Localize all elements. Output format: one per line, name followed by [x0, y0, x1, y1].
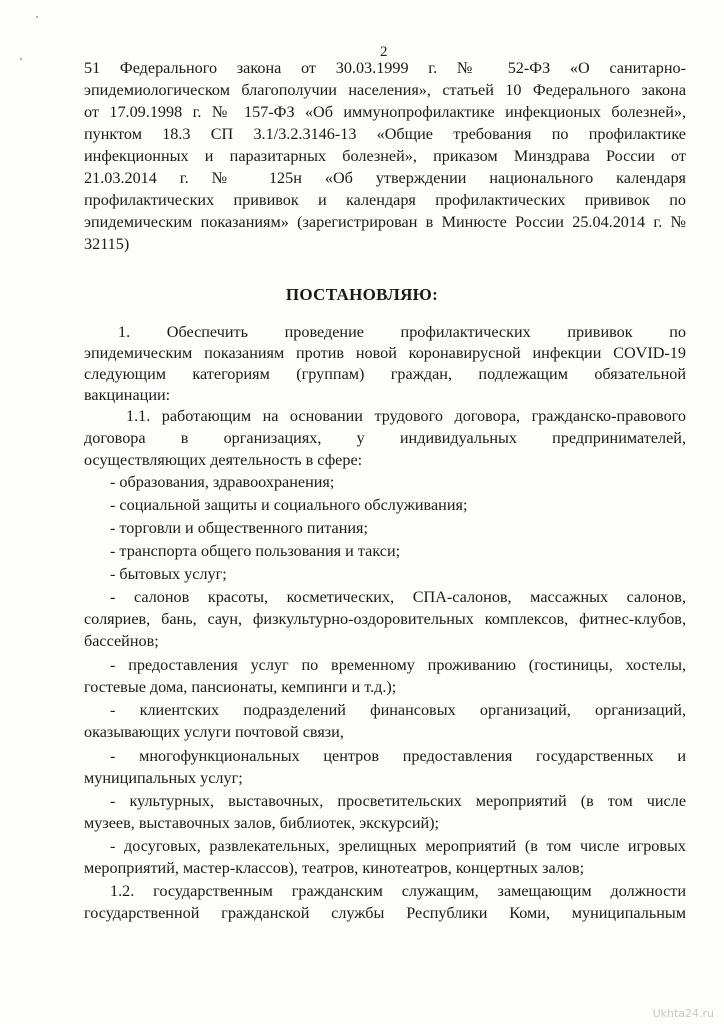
- body-line: 1.1. работающим на основании трудового договора, гражданско-правового: [126, 407, 686, 425]
- body-line: музеев, выставочных залов, библиотек, экскурсий);: [84, 814, 440, 832]
- body-line: бассейнов;: [84, 632, 159, 650]
- page-number: 2: [380, 44, 388, 60]
- intro-line: пунктом 18.3 СП 3.1/3.2.3146-13 «Общие требования по профилактике: [84, 125, 686, 143]
- body-line: государственной гражданской службы Республики Коми, муниципальным: [84, 904, 686, 922]
- watermark: Ukhta24.ru: [652, 1007, 714, 1020]
- body-line: муниципальных услуг;: [84, 769, 243, 787]
- intro-line: 21.03.2014 г. № 125н «Об утверждении национального календаря: [84, 169, 686, 187]
- body-line: договора в организациях, у индивидуальных предпринимателей,: [84, 429, 686, 447]
- body-line: - транспорта общего пользования и такси;: [110, 542, 401, 560]
- body-line: 1.2. государственным гражданским служащим, замещающим должности: [110, 882, 686, 900]
- intro-line: от 17.09.1998 г. № 157-ФЗ «Об иммунопрофилактике инфекционых болезней»,: [84, 103, 686, 121]
- body-line: соляриев, бань, саун, физкультурно-оздоровительных комплексов, фитнес-клубов,: [84, 610, 686, 628]
- intro-line: эпидемиологическом благополучии населения», статьей 10 Федерального закона: [84, 81, 686, 99]
- body-line: - культурных, выставочных, просветительских мероприятий (в том числе: [110, 792, 686, 810]
- body-line: 1. Обеспечить проведение профилактических прививок по: [118, 323, 686, 341]
- body-line: - многофункциональных центров предоставления государственных и: [110, 747, 686, 765]
- scan-speck: [20, 58, 22, 60]
- intro-line: эпидемическим показаниям» (зарегистрирован в Минюсте России 25.04.2014 г. №: [84, 213, 686, 231]
- body-line: - социальной защиты и социального обслуживания;: [110, 496, 468, 514]
- body-line: - торговли и общественного питания;: [110, 519, 368, 537]
- intro-line: профилактических прививок и календаря профилактических прививок по: [84, 191, 686, 209]
- intro-line: 51 Федерального закона от 30.03.1999 г. № 52-ФЗ «О санитарно-: [84, 59, 686, 77]
- intro-line: 32115): [84, 235, 130, 253]
- body-line: - клиентских подразделений финансовых организаций, организаций,: [110, 701, 686, 719]
- body-line: - образования, здравоохранения;: [110, 473, 335, 491]
- scan-speck: [36, 16, 38, 18]
- body-line: мероприятий, мастер-классов), театров, кинотеатров, концертных залов;: [84, 859, 585, 877]
- body-line: - салонов красоты, косметических, СПА-салонов, массажных салонов,: [110, 588, 686, 606]
- body-line: вакцинации:: [84, 386, 171, 404]
- body-line: осуществляющих деятельность в сфере:: [84, 451, 363, 469]
- body-line: оказывающих услуги почтовой связи,: [84, 723, 344, 741]
- document-heading: ПОСТАНОВЛЯЮ:: [285, 285, 439, 304]
- body-line: - бытовых услуг;: [110, 565, 227, 583]
- body-line: следующим категориям (группам) граждан, подлежащим обязательной: [84, 365, 686, 383]
- body-line: эпидемическим показаниям против новой коронавирусной инфекции COVID-19: [84, 344, 686, 362]
- body-line: - досуговых, развлекательных, зрелищных мероприятий (в том числе игровых: [110, 837, 686, 855]
- body-line: - предоставления услуг по временному проживанию (гостиницы, хостелы,: [110, 656, 686, 674]
- body-line: гостевые дома, пансионаты, кемпинги и т.д.);: [84, 678, 397, 696]
- intro-line: инфекционных и паразитарных болезней», приказом Минздрава России от: [84, 147, 686, 165]
